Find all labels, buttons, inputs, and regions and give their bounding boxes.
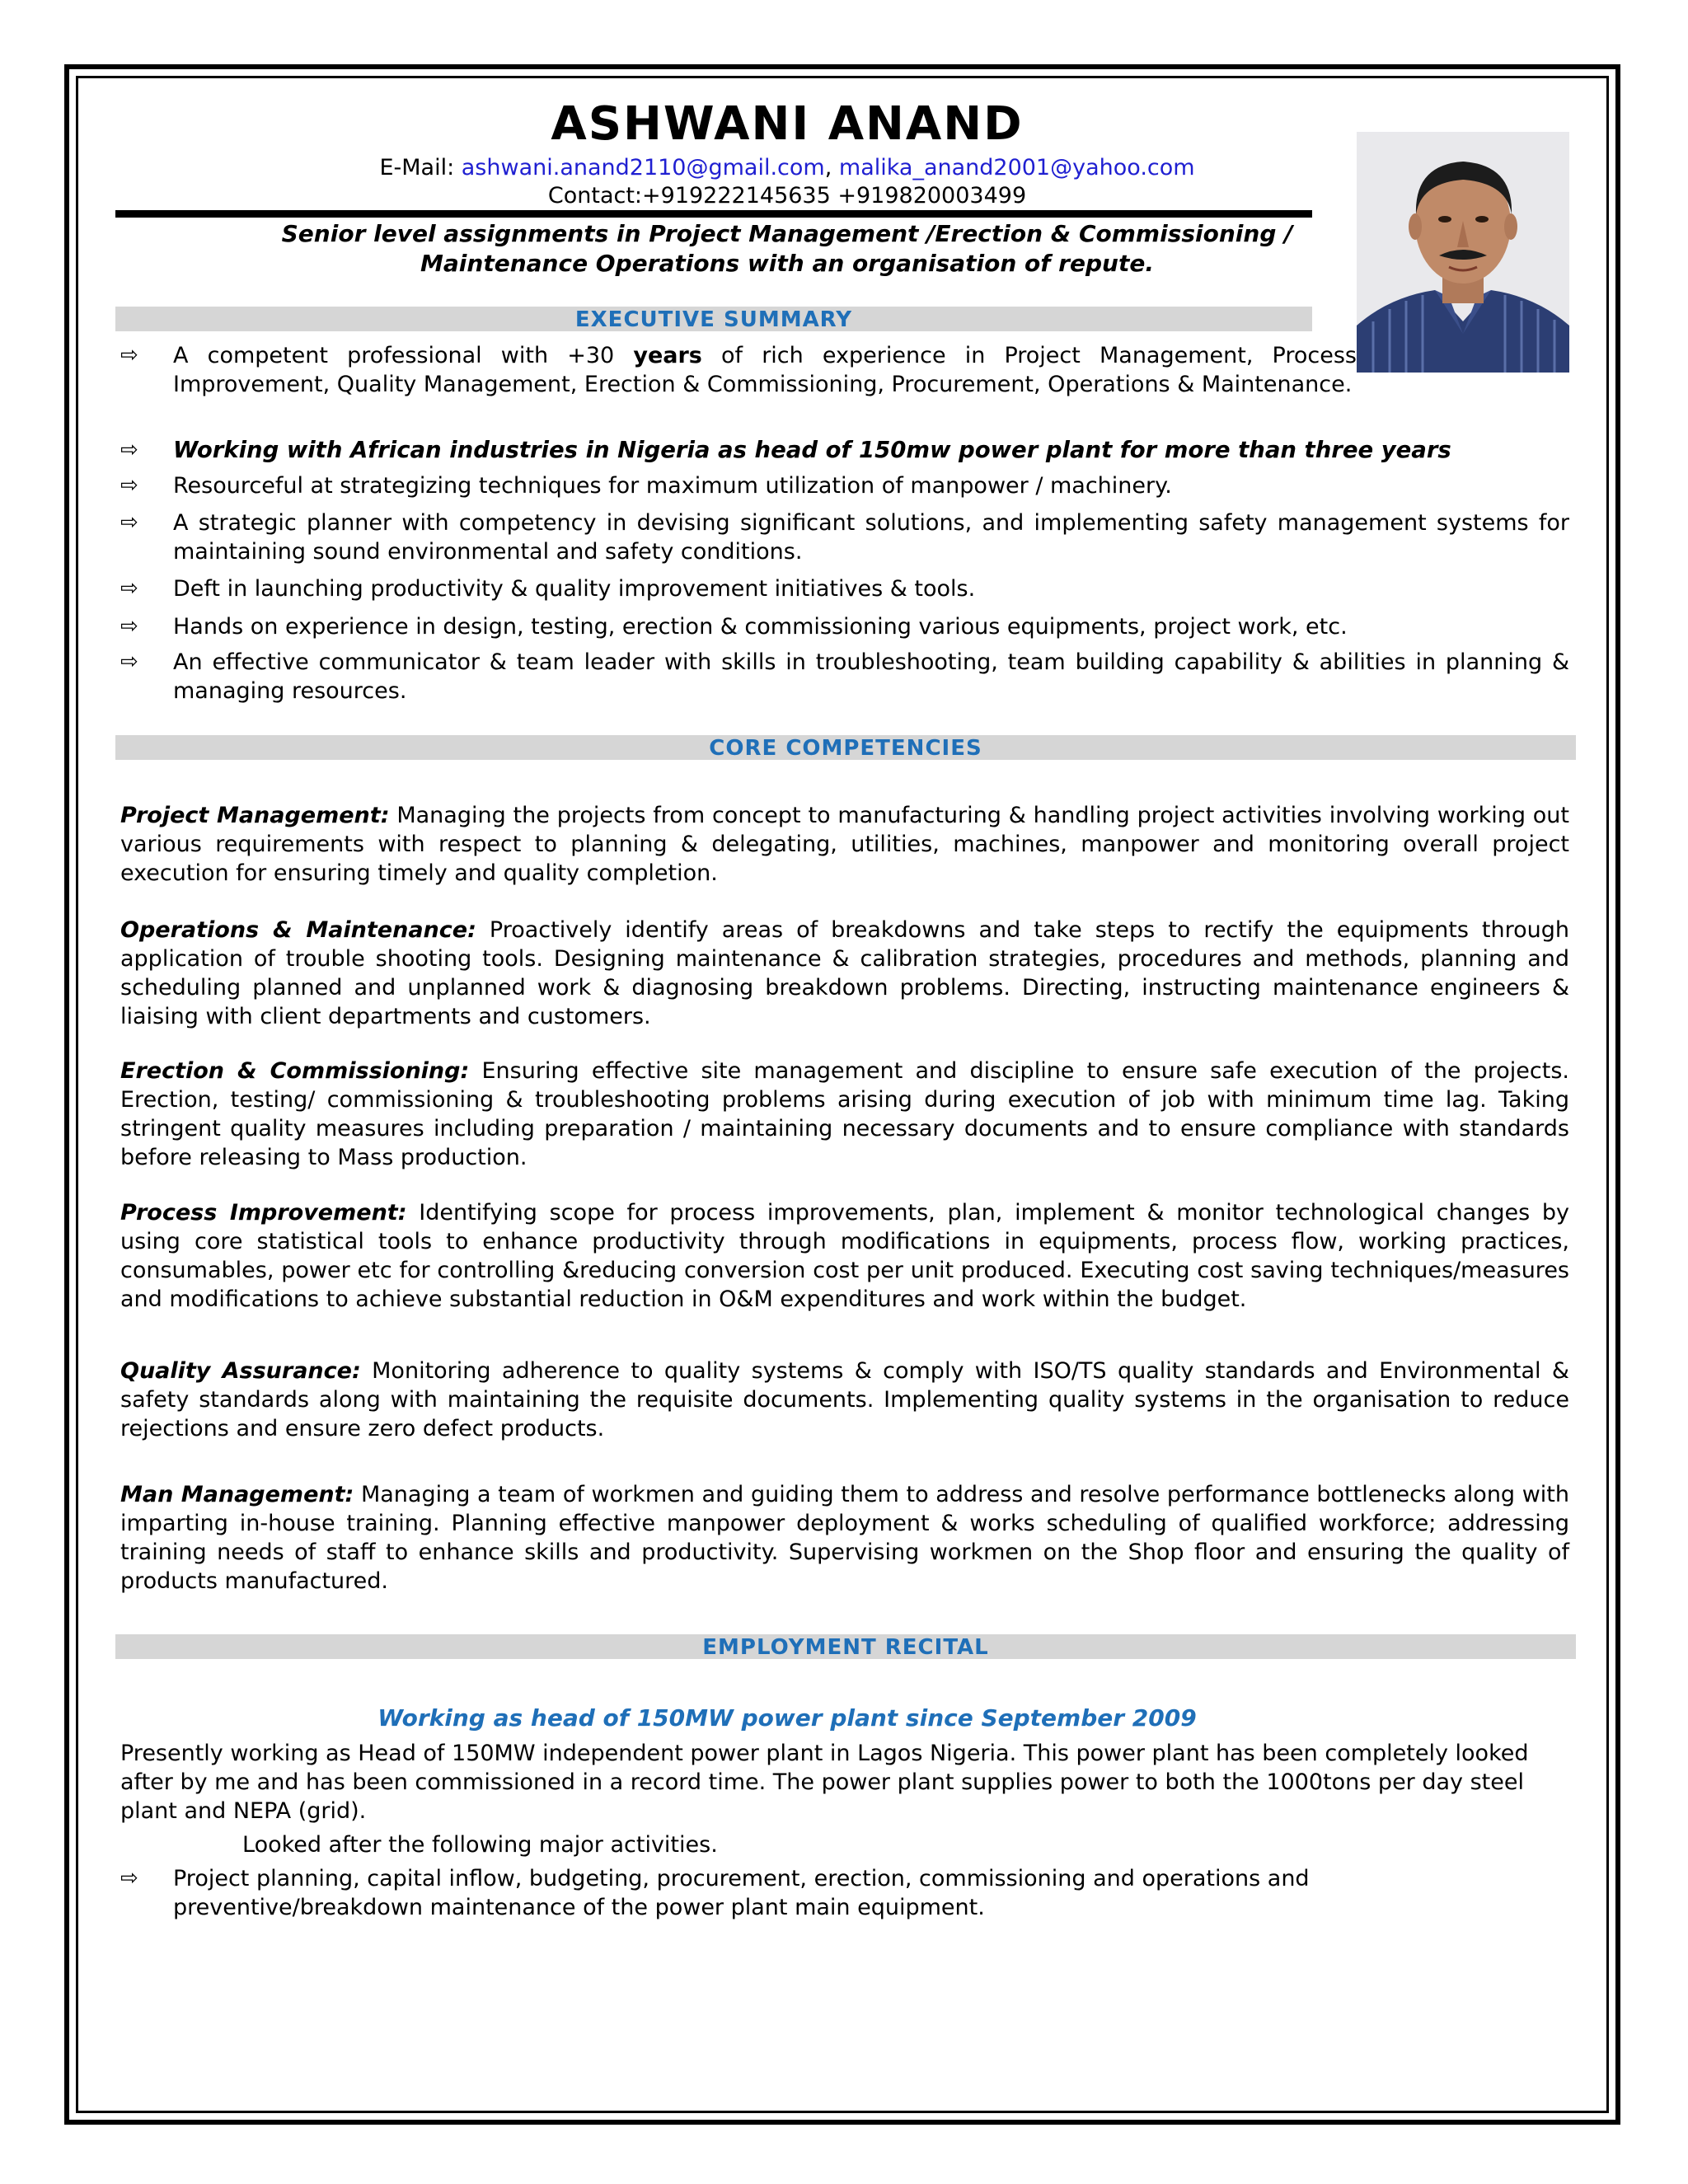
summary-text: Deft in launching productivity & quality improvement initiatives & tools. xyxy=(173,576,976,602)
summary-bullet xyxy=(120,648,1569,705)
summary-bullet xyxy=(120,574,1569,603)
competency-label: Man Management: xyxy=(120,1482,354,1507)
profile-photo xyxy=(1357,132,1569,373)
summary-text: An effective communicator & team leader with skills in troubleshooting, team building capability & abilities in planning & managing resources. xyxy=(173,649,1569,704)
job-title: Working as head of 150MW power plant since September 2009 xyxy=(377,1704,1197,1732)
summary-bullet xyxy=(120,509,1569,566)
summary-text: Working with African industries in Nigeria as head of 150mw power plant for more than three years xyxy=(173,437,1451,463)
summary-bullet xyxy=(120,612,1569,641)
summary-bullet xyxy=(120,341,1357,428)
summary-text: Resourceful at strategizing techniques for maximum utilization of manpower / machinery. xyxy=(173,473,1172,499)
email-separator: , xyxy=(824,155,839,180)
employment-summary: Presently working as Head of 150MW independent power plant in Lagos Nigeria. This power plant has been completely looked after by me and has been commissioned in a record time. The power plant supplies power to both the 1000tons per day steel plant and NEPA (grid). xyxy=(120,1741,1529,1824)
competency-erection-commissioning: Erection & Commissioning: Ensuring effective site management and discipline to ensure safe execution of the projects. Erection, testing/ commissioning & troubleshooting problems arising during execution of job with minimum time lag. Taking stringent quality measures including preparation / maintaining necessary documents and to ensure compliance with standards before releasing to Mass production. xyxy=(120,1058,1569,1170)
competency-label: Erection & Commissioning: xyxy=(120,1058,470,1084)
arrow-bullet-icon: ⇨ xyxy=(120,343,138,368)
email-line xyxy=(115,155,1459,180)
section-executive-summary: EXECUTIVE SUMMARY xyxy=(115,307,1312,331)
arrow-bullet-icon: ⇨ xyxy=(120,473,138,498)
arrow-bullet-icon: ⇨ xyxy=(120,614,138,639)
arrow-bullet-icon: ⇨ xyxy=(120,438,138,462)
candidate-name: ASHWANI ANAND xyxy=(551,97,1024,151)
tagline-line-1: Senior level assignments in Project Management /Erection & Commissioning / xyxy=(281,220,1293,247)
competency-label: Operations & Maintenance: xyxy=(120,917,476,943)
competency-label: Project Management: xyxy=(120,803,390,828)
arrow-bullet-icon: ⇨ xyxy=(120,576,138,601)
email-label: E-Mail: xyxy=(379,155,462,180)
portrait-illustration xyxy=(1357,132,1569,373)
section-employment-recital: EMPLOYMENT RECITAL xyxy=(115,1634,1576,1659)
arrow-bullet-icon: ⇨ xyxy=(120,510,138,535)
employment-bullet xyxy=(120,1864,1569,1922)
arrow-bullet-icon: ⇨ xyxy=(120,649,138,674)
section-core-competencies: CORE COMPETENCIES xyxy=(115,735,1576,760)
header-rule xyxy=(115,210,1312,218)
competency-process-improvement: Process Improvement: Identifying scope for process improvements, plan, implement & monitor technological changes by using core statistical tools to enhance productivity through modifications in equipments, process flow, working practices, consumables, power etc for controlling &reducing conversion cost per unit produced. Executing cost saving techniques/measures and modifications to achieve substantial reduction in O&M expenditures and work within the budget. xyxy=(120,1200,1570,1312)
contact-numbers: Contact:+919222145635 +919820003499 xyxy=(547,183,1027,209)
summary-text: Hands on experience in design, testing, erection & commissioning various equipments, project work, etc. xyxy=(173,614,1348,640)
email-link-gmail[interactable]: ashwani.anand2110@gmail.com xyxy=(461,155,825,180)
competency-operations-maintenance: Operations & Maintenance: Proactively identify areas of breakdowns and take steps to rectify the equipments through application of trouble shooting tools. Designing maintenance & calibration strategies, procedures and methods, planning and scheduling planned and unplanned work & diagnosing breakdown problems. Directing, instructing maintenance engineers & liaising with client departments and customers. xyxy=(120,917,1569,1029)
career-objective xyxy=(115,219,1459,279)
competency-man-management: Man Management: Managing a team of workmen and guiding them to address and resolve performance bottlenecks along with imparting in-house training. Planning effective manpower deployment & works scheduling of qualified workforce; addressing training needs of staff to enhance skills and productivity. Supervising workmen on the Shop floor and ensuring the quality of products manufactured. xyxy=(120,1482,1569,1594)
summary-bullet xyxy=(120,436,1569,465)
employment-bullet-text: Project planning, capital inflow, budgeting, procurement, erection, commissioning and operations and preventive/breakdown maintenance of the power plant main equipment. xyxy=(173,1866,1310,1920)
email-link-yahoo[interactable]: malika_anand2001@yahoo.com xyxy=(838,155,1195,180)
competency-label: Quality Assurance: xyxy=(120,1358,361,1384)
summary-bullet xyxy=(120,471,1569,500)
tagline-line-2: Maintenance Operations with an organisation of repute. xyxy=(420,250,1154,277)
employment-intro: Looked after the following major activities. xyxy=(242,1832,718,1858)
competency-quality-assurance: Quality Assurance: Monitoring adherence to quality systems & comply with ISO/TS quality standards and Environmental & safety standards along with maintaining the requisite documents. Implementing quality systems in the organisation to reduce rejections and ensure zero defect products. xyxy=(120,1358,1569,1441)
summary-text: A competent professional with +30 years of rich experience in Project Management, Process Improvement, Quality Management, Erection & Commissioning, Procurement, Operations & Maintenance. xyxy=(173,343,1357,397)
competency-label: Process Improvement: xyxy=(120,1200,407,1226)
arrow-bullet-icon: ⇨ xyxy=(120,1866,138,1891)
competency-project-management: Project Management: Managing the projects from concept to manufacturing & handling project activities involving working out various requirements with respect to planning & delegating, utilities, machines, manpower and monitoring overall project execution for ensuring timely and quality completion. xyxy=(120,803,1570,886)
summary-text: A strategic planner with competency in devising significant solutions, and implementing safety management systems for maintaining sound environmental and safety conditions. xyxy=(173,510,1569,565)
